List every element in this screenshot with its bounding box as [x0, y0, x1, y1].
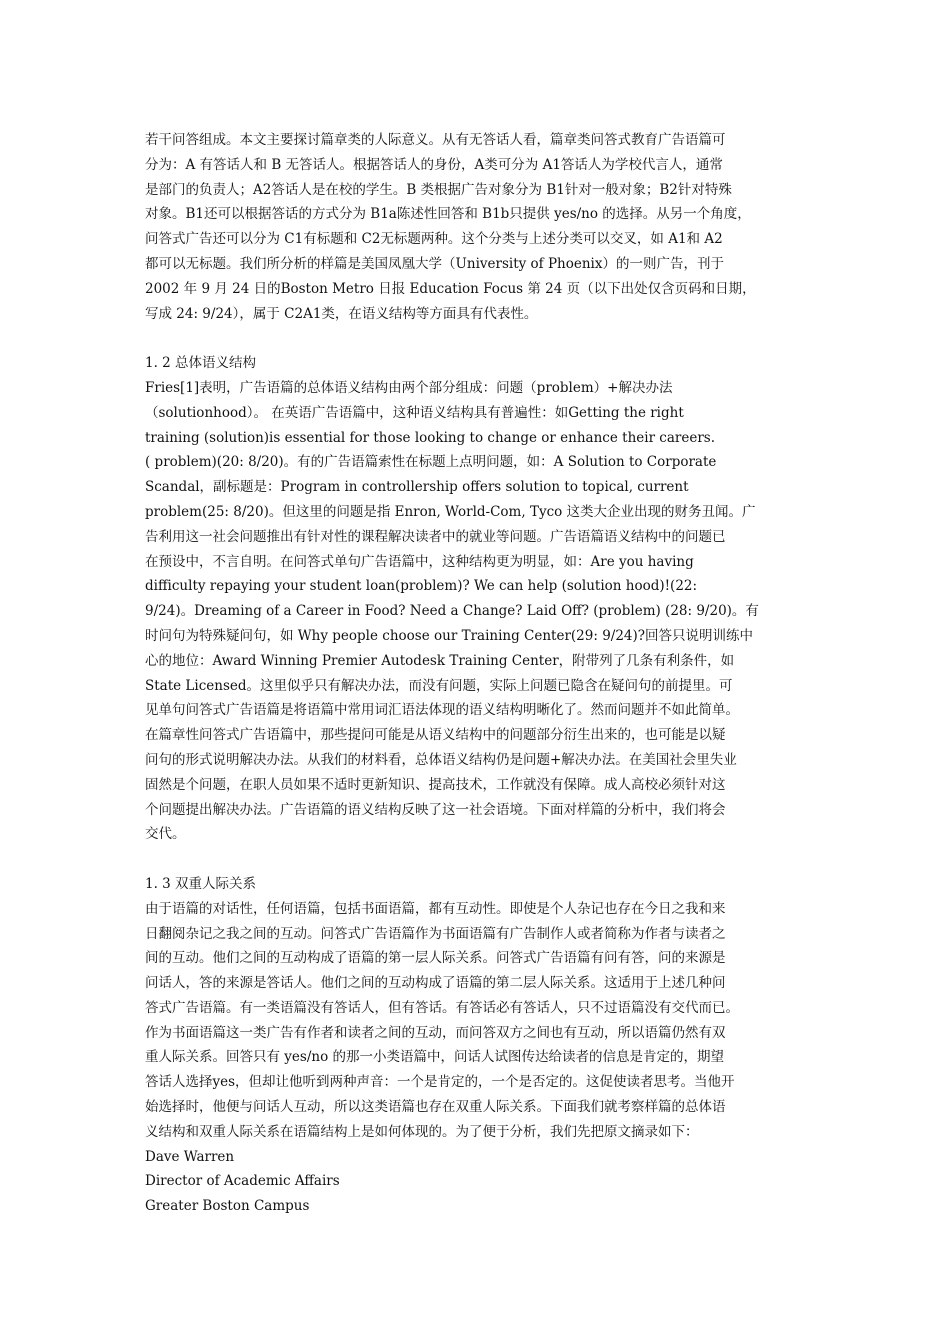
text-line: 9/24)。Dreaming of a Career in Food? Need a Change? Laid Off? (problem) (28: 9/20)。有 — [145, 603, 759, 620]
text-line: 分为：A 有答话人和 B 无答话人。根据答话人的身份，A类可分为 A1答话人为学校代言人，通常 — [145, 156, 723, 173]
text-line: 见单句问答式广告语篇是将语篇中常用词汇语法体现的语义结构明晰化了。然而问题并不如此简单。 — [145, 702, 739, 719]
text-line: 1. 3 双重人际关系 — [145, 875, 257, 892]
text-line: 对象。B1还可以根据答话的方式分为 B1a陈述性回答和 B1b只提供 yes/no 的选择。从另一个角度， — [145, 206, 751, 223]
text-line: Scandal，副标题是：Program in controllership offers solution to topical, current — [145, 479, 689, 496]
text-line: 在篇章性问答式广告语篇中，那些提问可能是从语义结构中的问题部分衍生出来的，也可能是以疑 — [145, 727, 726, 744]
text-line: 答话人选择yes，但却让他听到两种声音：一个是肯定的，一个是否定的。这促使读者思考。当他开 — [145, 1074, 735, 1091]
text-line: 1. 2 总体语义结构 — [145, 355, 257, 372]
text-line: 义结构和双重人际关系在语篇结构上是如何体现的。为了便于分析，我们先把原文摘录如下： — [145, 1123, 699, 1140]
text-line: 固然是个问题，在职人员如果不适时更新知识、提高技术，工作就没有保障。成人高校必须针对这 — [145, 776, 726, 793]
text-line: 若干问答组成。本文主要探讨篇章类的人际意义。从有无答话人看，篇章类问答式教育广告语篇可 — [145, 132, 726, 148]
text-line: 在预设中，不言自明。在问答式单句广告语篇中，这种结构更为明显，如：Are you having — [145, 553, 694, 570]
text-line: 问答式广告还可以分为 C1有标题和 C2无标题两种。这个分类与上述分类可以交叉，如 A1和 A2 — [145, 231, 723, 248]
text-line: 由于语篇的对话性，任何语篇，包括书面语篇，都有互动性。即使是个人杂记也存在今日之我和来 — [145, 900, 726, 917]
text-line: （solutionhood）。 在英语广告语篇中，这种语义结构具有普遍性：如Getting the right — [145, 404, 684, 421]
text-line: 是部门的负责人；A2答话人是在校的学生。B 类根据广告对象分为 B1针对一般对象；B2针对特殊 — [145, 181, 732, 198]
text-line: 都可以无标题。我们所分析的样篇是美国凤凰大学（University of Phoenix）的一则广告，刊于 — [145, 255, 724, 272]
paragraph-intro — [145, 128, 815, 326]
text-line: 作为书面语篇这一类广告有作者和读者之间的互动，而问答双方之间也有互动，所以语篇仍然有双 — [145, 1024, 726, 1041]
text-line: 问句的形式说明解决办法。从我们的材料看，总体语义结构仍是问题+解决办法。在美国社会里失业 — [145, 751, 737, 768]
text-line: 答式广告语篇。有一类语篇没有答话人，但有答话。有答话必有答话人，只不过语篇没有交代而已。 — [145, 999, 739, 1016]
text-line: 心的地位：Award Winning Premier Autodesk Training Center，附带列了几条有利条件，如 — [145, 652, 735, 669]
text-line: 写成 24: 9/24），属于 C2A1类，在语义结构等方面具有代表性。 — [145, 305, 538, 322]
text-line: State Licensed。这里似乎只有解决办法，而没有问题，实际上问题已隐含在疑问句的前提里。可 — [145, 677, 733, 694]
text-line: 2002 年 9 月 24 日的Boston Metro 日报 Education Focus 第 24 页（以下出处仅含页码和日期， — [145, 280, 756, 297]
text-line: 个问题提出解决办法。广告语篇的语义结构反映了这一社会语境。下面对样篇的分析中，我们将会 — [145, 801, 726, 818]
text-line: Fries[1]表明，广告语篇的总体语义结构由两个部分组成：问题（problem）+解决办法 — [145, 379, 673, 396]
paragraph-gap — [145, 326, 815, 351]
text-line: 重人际关系。回答只有 yes/no 的那一小类语篇中，问话人试图传达给读者的信息是肯定的，期望 — [145, 1049, 724, 1066]
section-1-3 — [145, 872, 815, 1219]
section-1-2 — [145, 351, 815, 847]
text-line: 始选择时，他便与问话人互动，所以这类语篇也存在双重人际关系。下面我们就考察样篇的总体语 — [145, 1099, 726, 1116]
text-line: Director of Academic Affairs — [145, 1173, 340, 1190]
text-line: 日翻阅杂记之我之间的互动。问答式广告语篇作为书面语篇有广告制作人或者简称为作者与读者之 — [145, 925, 726, 942]
text-line: ( problem)(20: 8/20)。有的广告语篇索性在标题上点明问题，如：A Solution to Corporate — [145, 454, 717, 471]
text-line: 时问句为特殊疑问句，如 Why people choose our Training Center(29: 9/24)?回答只说明训练中 — [145, 627, 754, 644]
text-line: 间的互动。他们之间的互动构成了语篇的第一层人际关系。问答式广告语篇有问有答，问的来源是 — [145, 950, 726, 967]
text-line: Dave Warren — [145, 1148, 235, 1165]
text-line: Greater Boston Campus — [145, 1198, 310, 1215]
text-line: problem(25: 8/20)。但这里的问题是指 Enron, World-Com, Tyco 这类大企业出现的财务丑闻。广 — [145, 503, 756, 520]
text-line: training (solution)is essential for those looking to change or enhance their careers. — [145, 429, 716, 446]
text-line: 问话人，答的来源是答话人。他们之间的互动构成了语篇的第二层人际关系。这适用于上述几种问 — [145, 975, 726, 992]
text-line: difficulty repaying your student loan(problem)? We can help (solution hood)!(22: — [145, 578, 698, 595]
text-line: 交代。 — [145, 826, 186, 843]
document-page — [145, 128, 815, 1219]
paragraph-gap — [145, 847, 815, 872]
text-line: 告利用这一社会问题推出有针对性的课程解决读者中的就业等问题。广告语篇语义结构中的问题已 — [145, 528, 726, 545]
